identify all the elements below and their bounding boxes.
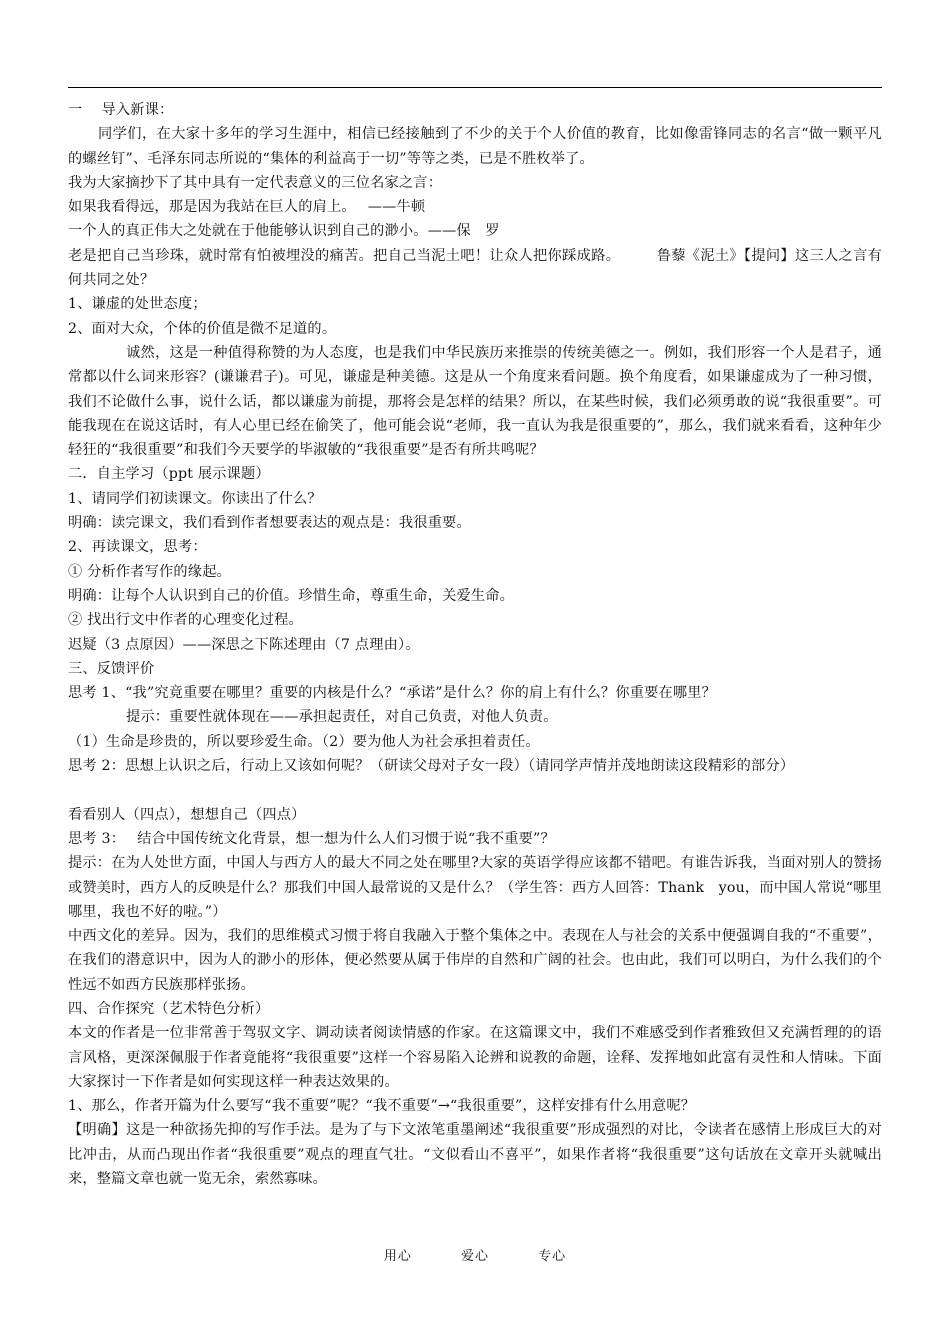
quote: 一个人的真正伟大之处就在于他能够认识到自己的渺小。——保 罗 bbox=[68, 223, 500, 240]
paragraph: 迟疑（3 点原因）——深思之下陈述理由（7 点理由）。 bbox=[68, 636, 420, 653]
paragraph: 同学们，在大家十多年的学习生涯中，相信已经接触到了不少的关于个人价值的教育，比如像雷锋同志的名言“做一颗平凡的螺丝钉”、毛泽东同志所说的“集体的利益高于一切”等等之类，已是不胜枚举了。 bbox=[68, 126, 882, 167]
paragraph: 【明确】这是一种欲扬先抑的写作手法。是为了与下文浓笔重墨阐述“我很重要”形成强烈的对比，令读者在感情上形成巨大的对比冲击，从而凸现出作者“我很重要”观点的理直气壮。“文似看山不喜平”，如果作者将“我很重要”这句话放在文章开头就喊出来，整篇文章也就一览无余，索然寡味。 bbox=[68, 1122, 882, 1188]
section-heading-4: 四、合作探究（艺术特色分析） bbox=[68, 1000, 270, 1017]
list-item: 1、请同学们初读课文。你读出了什么？ bbox=[68, 490, 322, 507]
blank-line bbox=[68, 778, 882, 802]
list-item: 2、面对大众，个体的价值是微不足道的。 bbox=[68, 320, 337, 337]
quote: 如果我看得远，那是因为我站在巨人的肩上。 ——牛顿 bbox=[68, 199, 426, 216]
paragraph: 明确：读完课文，我们看到作者想要表达的观点是：我很重要。 bbox=[68, 515, 471, 532]
footer-text: 专心 bbox=[538, 1249, 567, 1264]
paragraph: 诚然，这是一种值得称赞的为人态度，也是我们中华民族历来推崇的传统美德之一。例如，我们形容一个人是君子，通常都以什么词来形容？(谦谦君子)。可见，谦虚是种美德。这是从一个角度来看问题。换个角度看，如果谦虚成为了一种习惯，我们不论做什么事，说什么话，都以谦虚为前提，那将会是怎样的结果？所以，在某些时候，我们必须勇敢的说“我很重要”。可能我现在在说这话时，有人心里已经在偷笑了，他可能会说“老师，我一直认为我是很重要的”，那么，我们就来看看，这种年少轻狂的“我很重要”和我们今天要学的毕淑敏的“我很重要”是否有所共鸣呢？ bbox=[68, 344, 882, 459]
list-item: ① 分析作者写作的缘起。 bbox=[68, 563, 231, 580]
list-item: ② 找出行文中作者的心理变化过程。 bbox=[68, 612, 303, 629]
list-item: 2、再读课文，思考： bbox=[68, 539, 207, 556]
page-footer bbox=[0, 1245, 950, 1264]
list-item: 1、谦虚的处世态度； bbox=[68, 296, 207, 313]
paragraph: 看看别人（四点），想想自己（四点） bbox=[68, 806, 306, 823]
paragraph: 明确：让每个人认识到自己的价值。珍惜生命，尊重生命，关爱生命。 bbox=[68, 587, 515, 604]
footer-text: 用心 bbox=[383, 1249, 412, 1264]
paragraph: 思考 1、“我”究竟重要在哪里？重要的内核是什么？“承诺”是什么？你的肩上有什么？你重要在哪里？ bbox=[68, 685, 717, 702]
paragraph: 思考 3： 结合中国传统文化背景，想一想为什么人们习惯于说“我不重要”？ bbox=[68, 830, 555, 847]
paragraph: 思考 2：思想上认识之后，行动上又该如何呢？（研读父母对子女一段）（请同学声情并茂地朗读这段精彩的部分） bbox=[68, 758, 795, 775]
paragraph: 我为大家摘抄下了其中具有一定代表意义的三位名家之言： bbox=[68, 174, 443, 191]
document-body bbox=[68, 98, 882, 1191]
paragraph: 1、那么，作者开篇为什么要写“我不重要”呢？“我不重要”→“我很重要”，这样安排有什么用意呢？ bbox=[68, 1098, 696, 1115]
paragraph: 提示：重要性就体现在——承担起责任，对自己负责，对他人负责。 bbox=[126, 709, 558, 726]
section-heading-2: 二．自主学习（ppt 展示课题） bbox=[68, 466, 270, 483]
section-heading-3: 三、反馈评价 bbox=[68, 660, 155, 677]
paragraph: （1）生命是珍贵的，所以要珍爱生命。（2）要为他人为社会承担着责任。 bbox=[68, 733, 540, 750]
footer-text: 爱心 bbox=[460, 1249, 489, 1264]
paragraph: 中西文化的差异。因为，我们的思维模式习惯于将自我融入于整个集体之中。表现在人与社会的关系中便强调自我的“不重要”，在我们的潜意识中，因为人的渺小的形体，便必然要从属于伟岸的自然和广阔的社会。也由此，我们可以明白，为什么我们的个性远不如西方民族那样张扬。 bbox=[68, 928, 882, 993]
section-heading-1: 一 导入新课： bbox=[68, 102, 174, 118]
quote: 老是把自己当珍珠，就时常有怕被埋没的痛苦。把自己当泥土吧！让众人把你踩成路。 鲁藜《泥土》【提问】这三人之言有何共同之处？ bbox=[68, 247, 882, 289]
paragraph: 本文的作者是一位非常善于驾驭文字、调动读者阅读情感的作家。在这篇课文中，我们不难感受到作者雅致但又充满哲理的的语言风格，更深深佩服于作者竟能将“我很重要”这样一个容易陷入论辨和说教的命题，诠释、发挥地如此富有灵性和人情味。下面大家探讨一下作者是如何实现这样一种表达效果的。 bbox=[68, 1025, 882, 1090]
header-rule bbox=[68, 87, 882, 88]
paragraph: 提示：在为人处世方面，中国人与西方人的最大不同之处在哪里?大家的英语学得应该都不错吧。有谁告诉我，当面对别人的赞扬或赞美时，西方人的反映是什么？那我们中国人最常说的又是什么？（学生答：西方人回答：Thank you，而中国人常说“哪里哪里，我也不好的啦。”） bbox=[68, 855, 882, 920]
